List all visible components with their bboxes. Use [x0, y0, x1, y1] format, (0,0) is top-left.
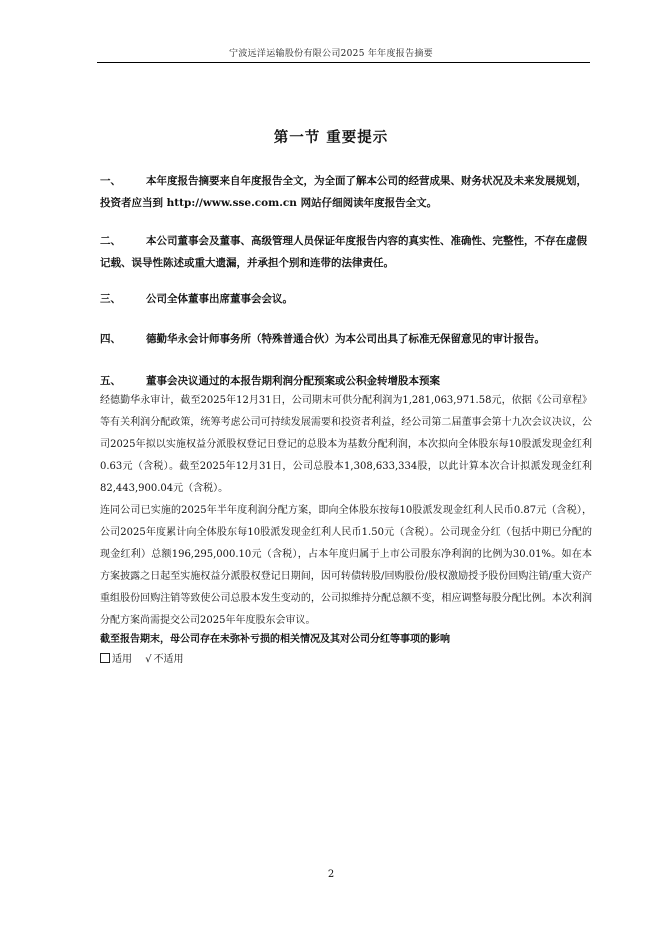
- checkmark-icon: √: [145, 654, 152, 665]
- item-text: 本年度报告摘要来自年度报告全文，为全面了解本公司的经营成果、财务状况及未来发展规划，投资者应当到 http://www.sse.com.cn 网站仔细阅读年度报告全文。: [100, 175, 587, 209]
- loss-heading: 截至报告期末，母公司存在未弥补亏损的相关情况及其对公司分红等事项的影响: [100, 634, 450, 645]
- item-number: 四、: [100, 333, 121, 345]
- item-text: 董事会决议通过的本报告期利润分配预案或公积金转增股本预案: [146, 375, 440, 387]
- header-divider: [97, 62, 590, 63]
- profit-distribution-text: [100, 390, 592, 632]
- option-not-applicable: 不适用: [153, 654, 184, 665]
- applicability-options: [100, 651, 184, 669]
- item-number: 一、: [100, 175, 121, 187]
- item-4: [100, 328, 592, 350]
- item-number: 五、: [100, 375, 121, 387]
- item-text: 本公司董事会及董事、高级管理人员保证年度报告内容的真实性、准确性、完整性，不存在虚假记载、误导性陈述或重大遗漏，并承担个别和连带的法律责任。: [100, 235, 587, 269]
- item-5: [100, 370, 592, 392]
- profit-paragraph-1: 经德勤华永审计，截至2025年12月31日，公司期末可供分配利润为1,281,063,971.58元，依据《公司章程》等有关利润分配政策，统筹考虑公司可持续发展需要和投资者利益，经公司第二届董事会第十九次会议决议，公司2025年拟以实施权益分派股权登记日登记的总股本为基数分配利润，本次拟向全体股东每10股派发现金红利0.63元（含税）。截至2025年12月31日，公司总股本1,308,633,334股，以此计算本次合计拟派发现金红利82,443,900.04元（含税）。: [100, 395, 592, 494]
- item-3: [100, 288, 592, 310]
- profit-paragraph-2: 连同公司已实施的2025年半年度利润分配方案，即向全体股东按每10股派发现金红利人民币0.87元（含税），公司2025年度累计向全体股东每10股派发现金红利人民币1.50元（含税）。公司现金分红（包括中期已分配的现金红利）总额196,295,000.10元（含税），占本年度归属于上市公司股东净利润的比例为30.01%。如在本方案披露之日起至实施权益分派股权登记日期间，因可转债转股/回购股份/股权激励授予股份回购注销/重大资产重组股份回购注销等致使公司总股本发生变动的，公司拟维持分配总额不变，相应调整每股分配比例。本次利润分配方案尚需提交公司2025年年度股东会审议。: [100, 505, 592, 626]
- item-text: 德勤华永会计师事务所（特殊普通合伙）为本公司出具了标准无保留意见的审计报告。: [146, 333, 545, 345]
- item-text: 公司全体董事出席董事会会议。: [146, 293, 293, 305]
- item-number: 二、: [100, 235, 121, 247]
- item-1: [100, 170, 592, 214]
- section-title: 第一节 重要提示: [273, 129, 389, 146]
- page-header: 宁波远洋运输股份有限公司2025 年年度报告摘要: [229, 49, 433, 59]
- item-number: 三、: [100, 293, 121, 305]
- option-applicable: 适用: [112, 654, 132, 665]
- page-number: 2: [327, 869, 335, 880]
- item-2: [100, 230, 592, 274]
- checkbox-icon: [100, 653, 110, 663]
